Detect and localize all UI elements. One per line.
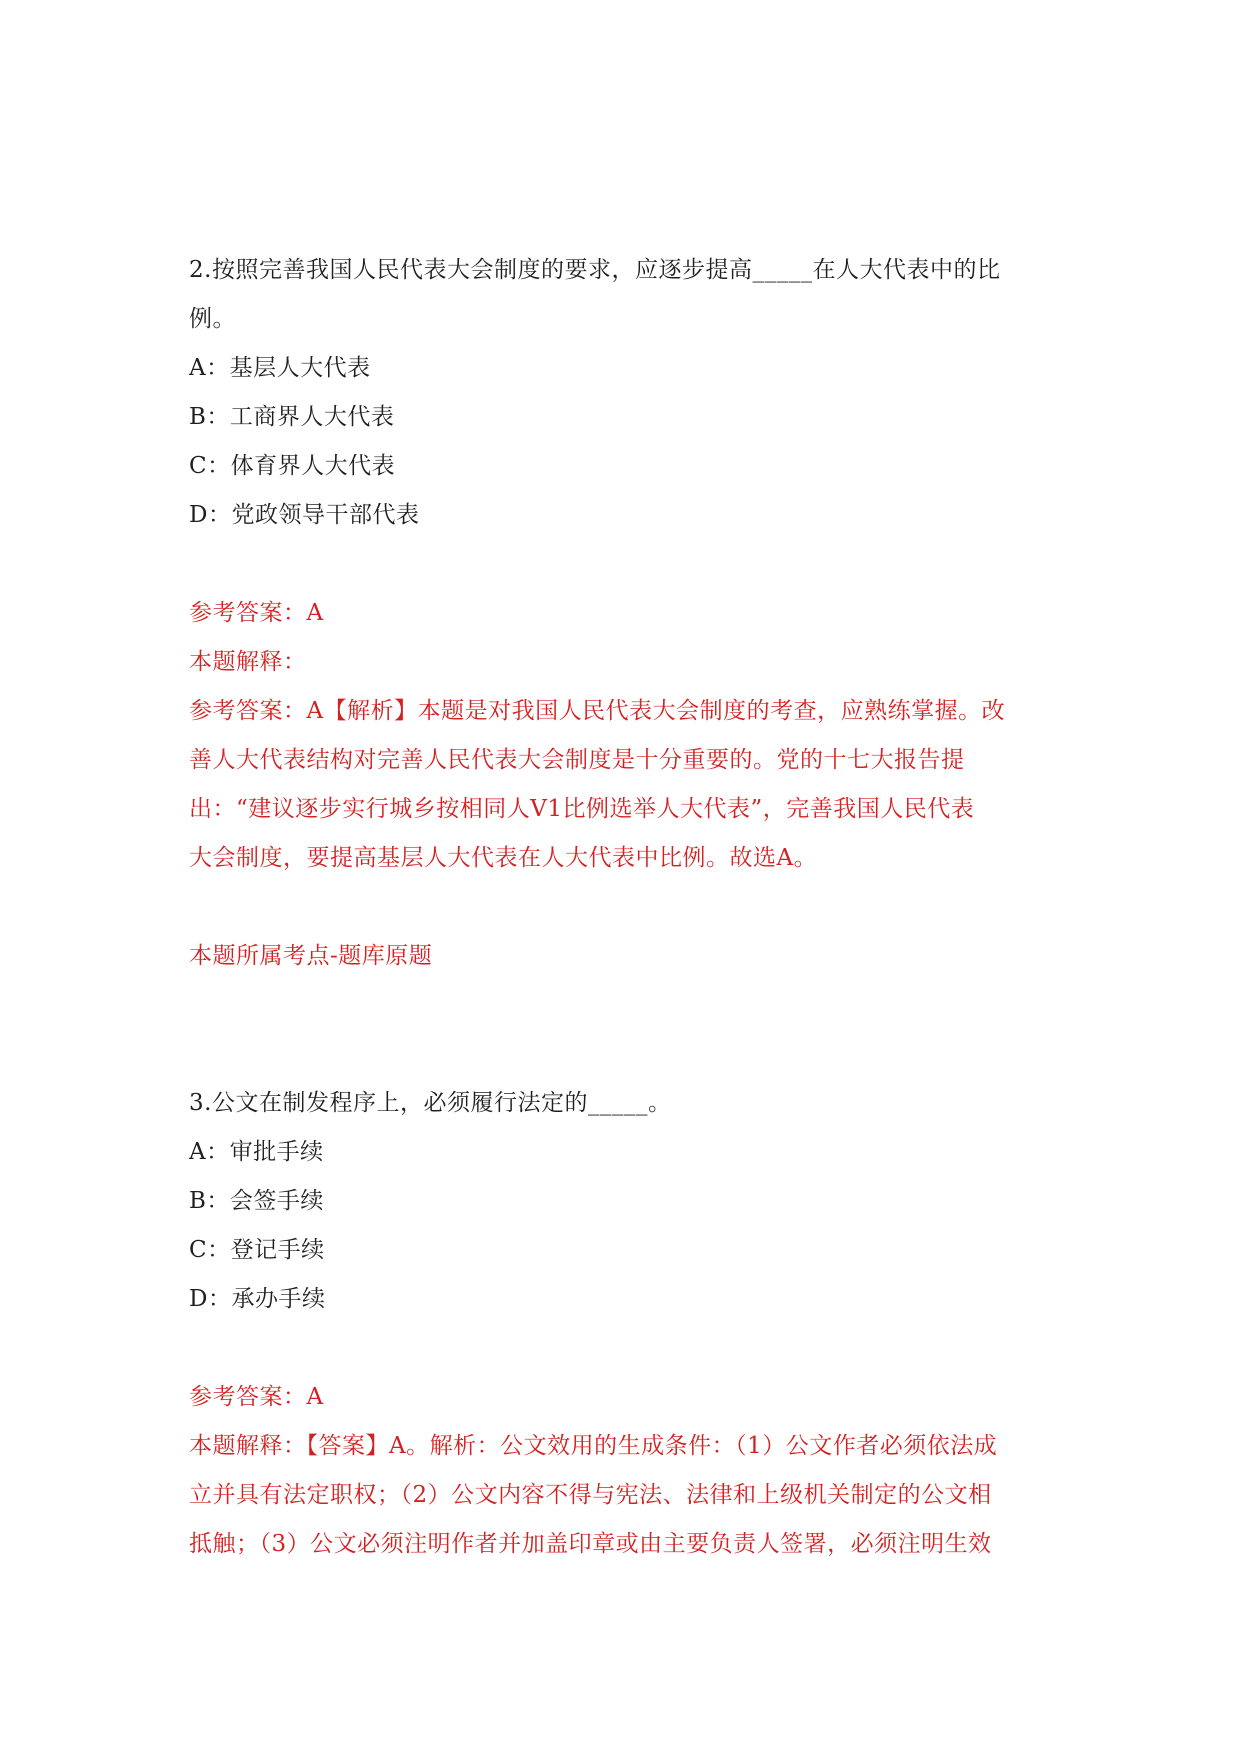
q2-topic: 本题所属考点-题库原题: [189, 943, 433, 969]
q2-explanation-line-3: 出：“建议逐步实行城乡按相同人V1比例选举人大代表”，完善我国人民代表: [189, 796, 975, 822]
q3-option-b: B：会签手续: [189, 1188, 324, 1214]
q2-explanation-line-4: 大会制度，要提高基层人大代表在人大代表中比例。故选A。: [189, 845, 818, 871]
q3-question-line-1: 3.公文在制发程序上，必须履行法定的_____。: [189, 1090, 672, 1116]
q3-explanation-line-1: 本题解释：【答案】A。解析：公文效用的生成条件：（1）公文作者必须依法成: [189, 1433, 998, 1459]
q2-option-d: D：党政领导干部代表: [189, 502, 420, 528]
q3-explanation-line-2: 立并具有法定职权；（2）公文内容不得与宪法、法律和上级机关制定的公文相: [189, 1482, 992, 1508]
q2-explanation-line-2: 善人大代表结构对完善人民代表大会制度是十分重要的。党的十七大报告提: [189, 747, 965, 773]
q2-answer: 参考答案：A: [189, 600, 324, 626]
q2-question-line-1: 2.按照完善我国人民代表大会制度的要求，应逐步提高_____在人大代表中的比: [189, 257, 1001, 283]
q3-answer: 参考答案：A: [189, 1384, 324, 1410]
q3-option-a: A：审批手续: [189, 1139, 324, 1165]
q3-option-c: C：登记手续: [189, 1237, 325, 1263]
q2-option-c: C：体育界人大代表: [189, 453, 396, 479]
q2-explanation-line-1: 参考答案：A【解析】本题是对我国人民代表大会制度的考查，应熟练掌握。改: [189, 698, 1006, 724]
q2-option-b: B：工商界人大代表: [189, 404, 395, 430]
q3-option-d: D：承办手续: [189, 1286, 326, 1312]
q2-question-line-2: 例。: [189, 306, 236, 332]
q2-explanation-label: 本题解释：: [189, 649, 307, 675]
q3-explanation-line-3: 抵触；（3）公文必须注明作者并加盖印章或由主要负责人签署，必须注明生效: [189, 1531, 992, 1557]
q2-option-a: A：基层人大代表: [189, 355, 371, 381]
